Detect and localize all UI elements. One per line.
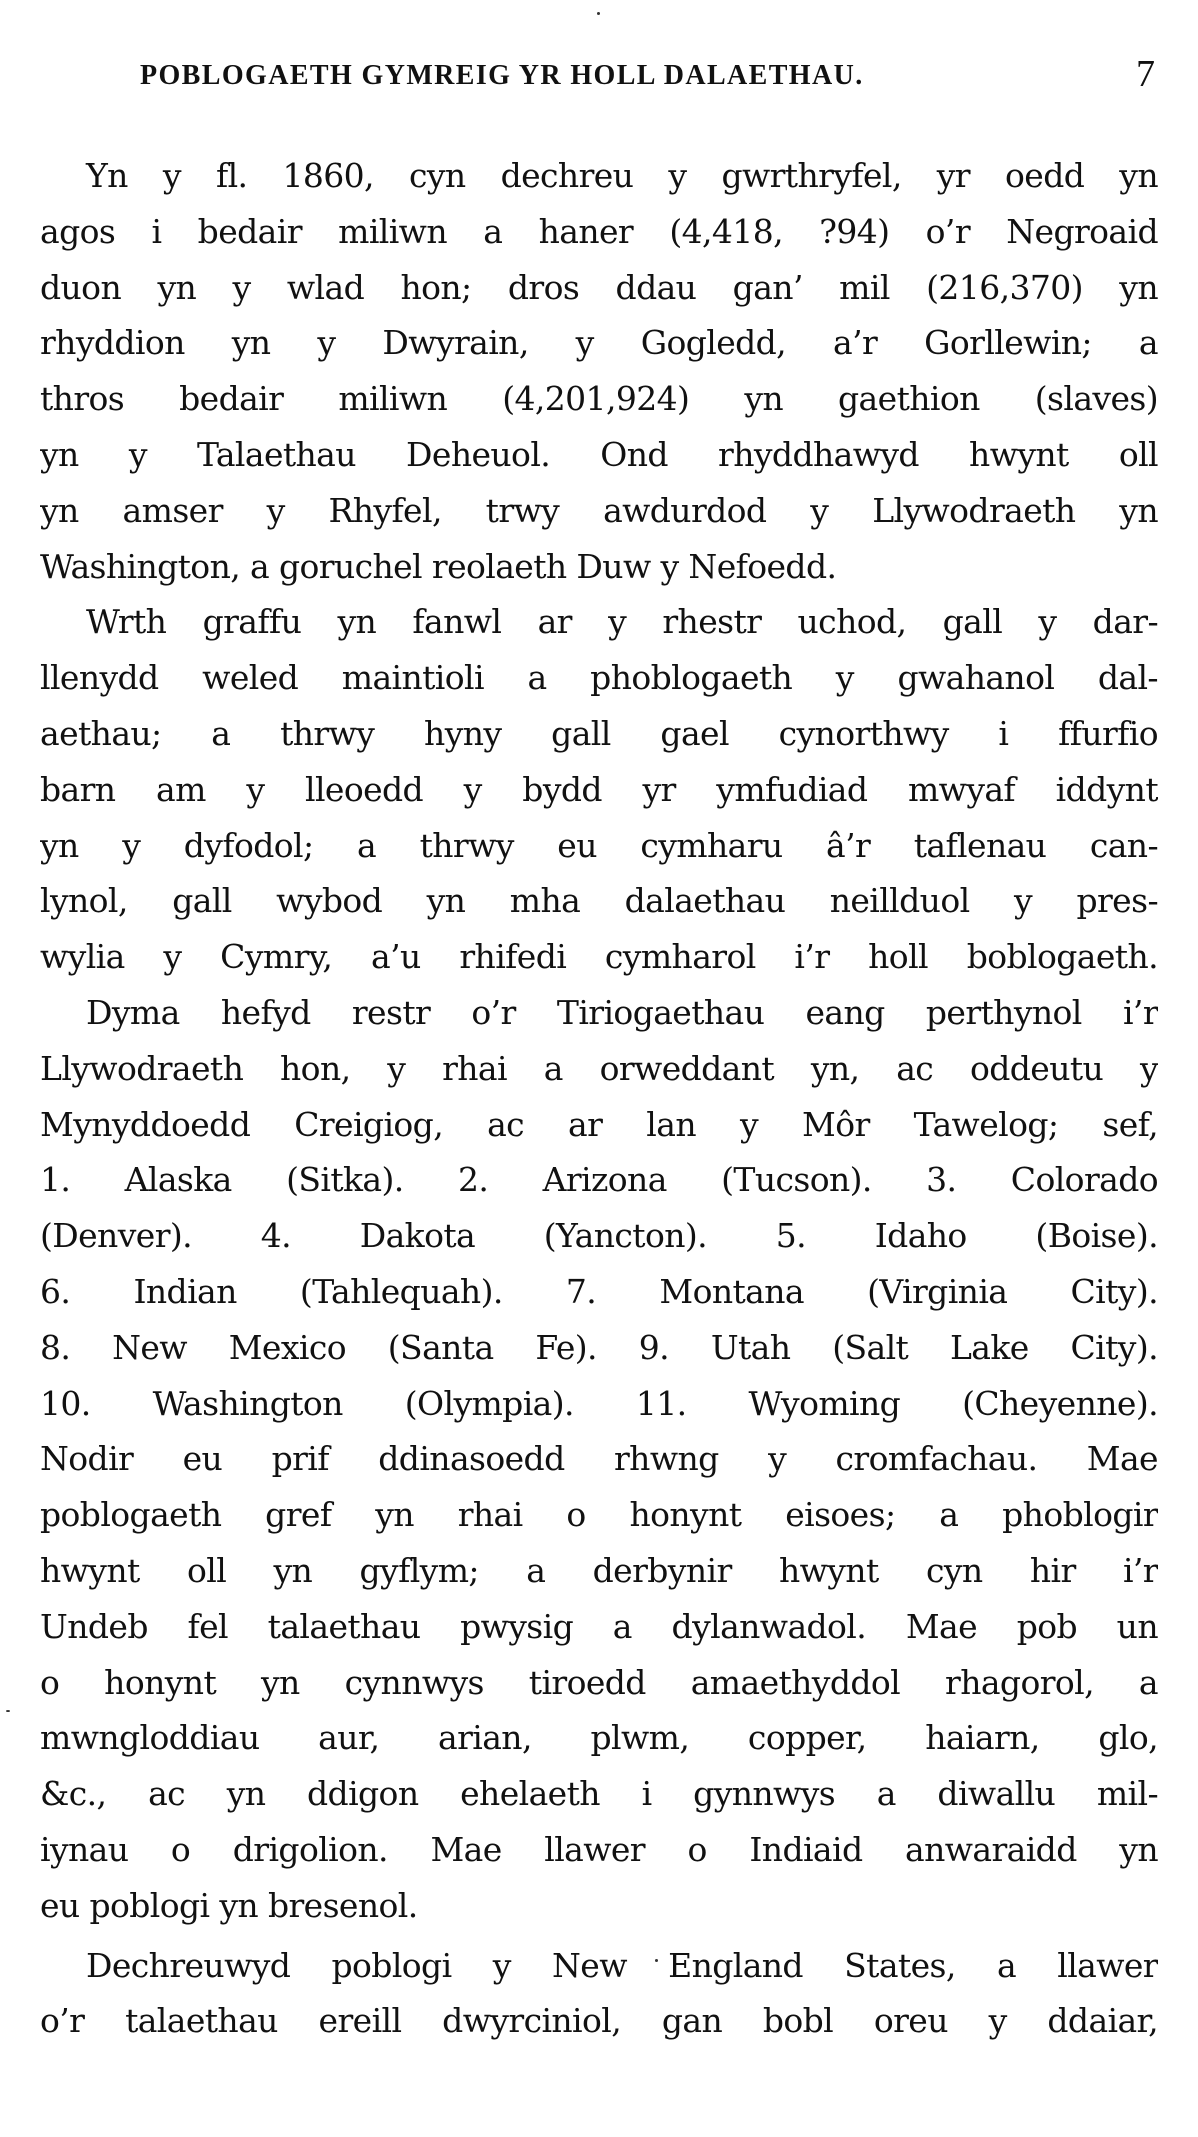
text-line: hwynt oll yn gyflym; a derbynir hwynt cyn hir i’r xyxy=(40,1550,1158,1590)
text-line: rhyddion yn y Dwyrain, y Gogledd, a’r Gorllewin; a xyxy=(40,323,1158,363)
text-line: llenydd weled maintioli a phoblogaeth y gwahanol dal- xyxy=(40,658,1158,698)
body-text xyxy=(40,148,1158,2049)
paragraph xyxy=(40,1938,1158,2050)
text-line: &c., ac yn ddigon ehelaeth i gynnwys a diwallu mil- xyxy=(40,1774,1158,1814)
page-number: 7 xyxy=(1136,53,1155,95)
text-line: aethau; a thrwy hyny gall gael cynorthwy i ffurfio xyxy=(40,713,1158,753)
text-line: Dechreuwyd poblogi y New England States, a llawer xyxy=(86,1945,1158,1985)
text-line: 1. Alaska (Sitka). 2. Arizona (Tucson). 3. Colorado xyxy=(40,1160,1158,1200)
text-line: Wrth graffu yn fanwl ar y rhestr uchod, gall y dar- xyxy=(86,602,1158,642)
text-line: Llywodraeth hon, y rhai a orweddant yn, ac oddeutu y xyxy=(40,1048,1158,1088)
text-line: Nodir eu prif ddinasoedd rhwng y cromfachau. Mae xyxy=(40,1439,1158,1479)
text-line: iynau o drigolion. Mae llawer o Indiaid anwaraidd yn xyxy=(40,1829,1158,1869)
text-line: lynol, gall wybod yn mha dalaethau neillduol y pres- xyxy=(40,881,1158,921)
print-speck xyxy=(597,12,600,15)
text-line: o’r talaethau ereill dwyrciniol, gan bobl oreu y ddaiar, xyxy=(40,2001,1158,2041)
text-line: duon yn y wlad hon; dros ddau gan’ mil (216,370) yn xyxy=(40,267,1158,307)
text-line: thros bedair miliwn (4,201,924) yn gaethion (slaves) xyxy=(40,379,1158,419)
running-title: POBLOGAETH GYMREIG YR HOLL DALAETHAU. xyxy=(140,60,864,91)
text-line: eu poblogi yn bresenol. xyxy=(40,1885,418,1925)
text-line: 10. Washington (Olympia). 11. Wyoming (Cheyenne). xyxy=(40,1383,1158,1423)
text-line: Mynyddoedd Creigiog, ac ar lan y Môr Tawelog; sef, xyxy=(40,1104,1158,1144)
text-line: Dyma hefyd restr o’r Tiriogaethau eang perthynol i’r xyxy=(86,992,1158,1032)
text-line: mwngloddiau aur, arian, plwm, copper, haiarn, glo, xyxy=(40,1718,1158,1758)
text-line: yn y dyfodol; a thrwy eu cymharu â’r taflenau can- xyxy=(40,825,1158,865)
text-line: wylia y Cymry, a’u rhifedi cymharol i’r holl boblogaeth. xyxy=(40,937,1158,977)
paragraph xyxy=(40,148,1158,594)
text-line: yn amser y Rhyfel, trwy awdurdod y Llywodraeth yn xyxy=(40,490,1158,530)
text-line: barn am y lleoedd y bydd yr ymfudiad mwyaf iddynt xyxy=(40,769,1158,809)
text-line: poblogaeth gref yn rhai o honynt eisoes; a phoblogir xyxy=(40,1495,1158,1535)
paragraph xyxy=(40,985,1158,1934)
text-line: Washington, a goruchel reolaeth Duw y Nefoedd. xyxy=(40,546,837,586)
paragraph xyxy=(40,594,1158,985)
print-speck xyxy=(6,1710,10,1712)
text-line: agos i bedair miliwn a haner (4,418, ?94) o’r Negroaid xyxy=(40,211,1158,251)
text-line: (Denver). 4. Dakota (Yancton). 5. Idaho (Boise). xyxy=(40,1216,1158,1256)
text-line: o honynt yn cynnwys tiroedd amaethyddol rhagorol, a xyxy=(40,1662,1158,1702)
text-line: 8. New Mexico (Santa Fe). 9. Utah (Salt Lake City). xyxy=(40,1327,1158,1367)
text-line: Undeb fel talaethau pwysig a dylanwadol. Mae pob un xyxy=(40,1606,1158,1646)
text-line: 6. Indian (Tahlequah). 7. Montana (Virginia City). xyxy=(40,1271,1158,1311)
text-line: Yn y fl. 1860, cyn dechreu y gwrthryfel, yr oedd yn xyxy=(86,156,1158,195)
text-line: yn y Talaethau Deheuol. Ond rhyddhawyd hwynt oll xyxy=(40,434,1158,474)
running-head xyxy=(140,52,1155,102)
